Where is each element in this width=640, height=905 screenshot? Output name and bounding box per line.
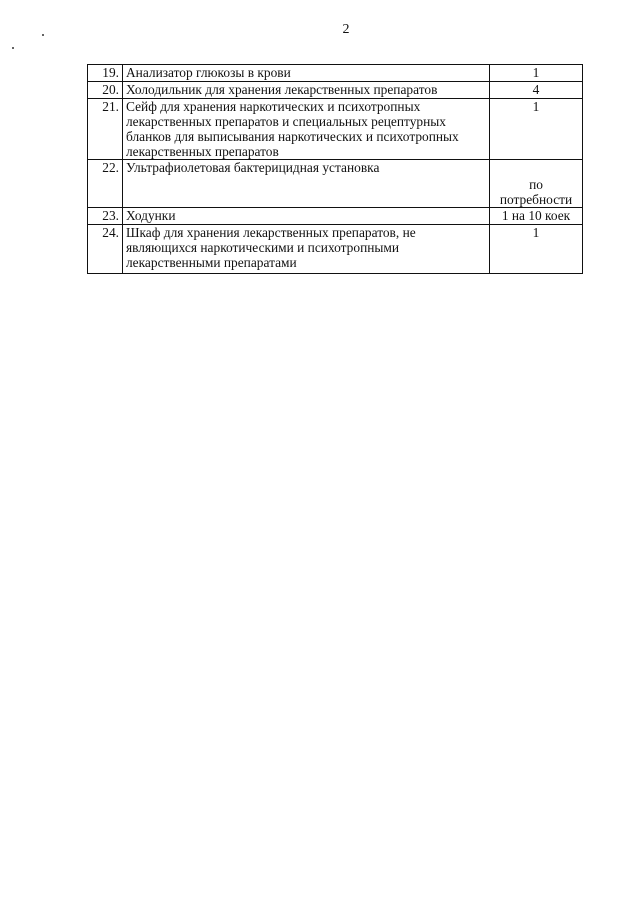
item-name: Анализатор глюкозы в крови — [123, 65, 490, 82]
table-row — [88, 225, 583, 274]
item-name: Сейф для хранения наркотических и психотропных лекарственных препаратов и специальных рецептурных бланков для выписывания наркотических и психотропных лекарственных препаратов — [123, 99, 490, 160]
row-number: 19. — [88, 65, 123, 82]
item-quantity: 1 — [490, 225, 583, 274]
table-row — [88, 65, 583, 82]
table-row — [88, 82, 583, 99]
item-name: Ходунки — [123, 208, 490, 225]
item-name: Шкаф для хранения лекарственных препаратов, не являющихся наркотическими и психотропными лекарственными препаратами — [123, 225, 490, 274]
row-number: 22. — [88, 160, 123, 208]
table-row — [88, 99, 583, 160]
scan-speck — [42, 34, 44, 36]
row-number: 23. — [88, 208, 123, 225]
row-number: 21. — [88, 99, 123, 160]
item-quantity: 4 — [490, 82, 583, 99]
equipment-table — [87, 64, 583, 274]
table-row — [88, 160, 583, 208]
item-quantity: 1 — [490, 99, 583, 160]
page-number: 2 — [342, 22, 350, 37]
row-number: 20. — [88, 82, 123, 99]
row-number: 24. — [88, 225, 123, 274]
scan-speck — [12, 47, 14, 49]
item-quantity: 1 на 10 коек — [490, 208, 583, 225]
item-name: Ультрафиолетовая бактерицидная установка — [123, 160, 490, 208]
item-quantity: 1 — [490, 65, 583, 82]
item-name: Холодильник для хранения лекарственных препаратов — [123, 82, 490, 99]
table-row — [88, 208, 583, 225]
item-quantity: по потребности — [490, 160, 583, 208]
